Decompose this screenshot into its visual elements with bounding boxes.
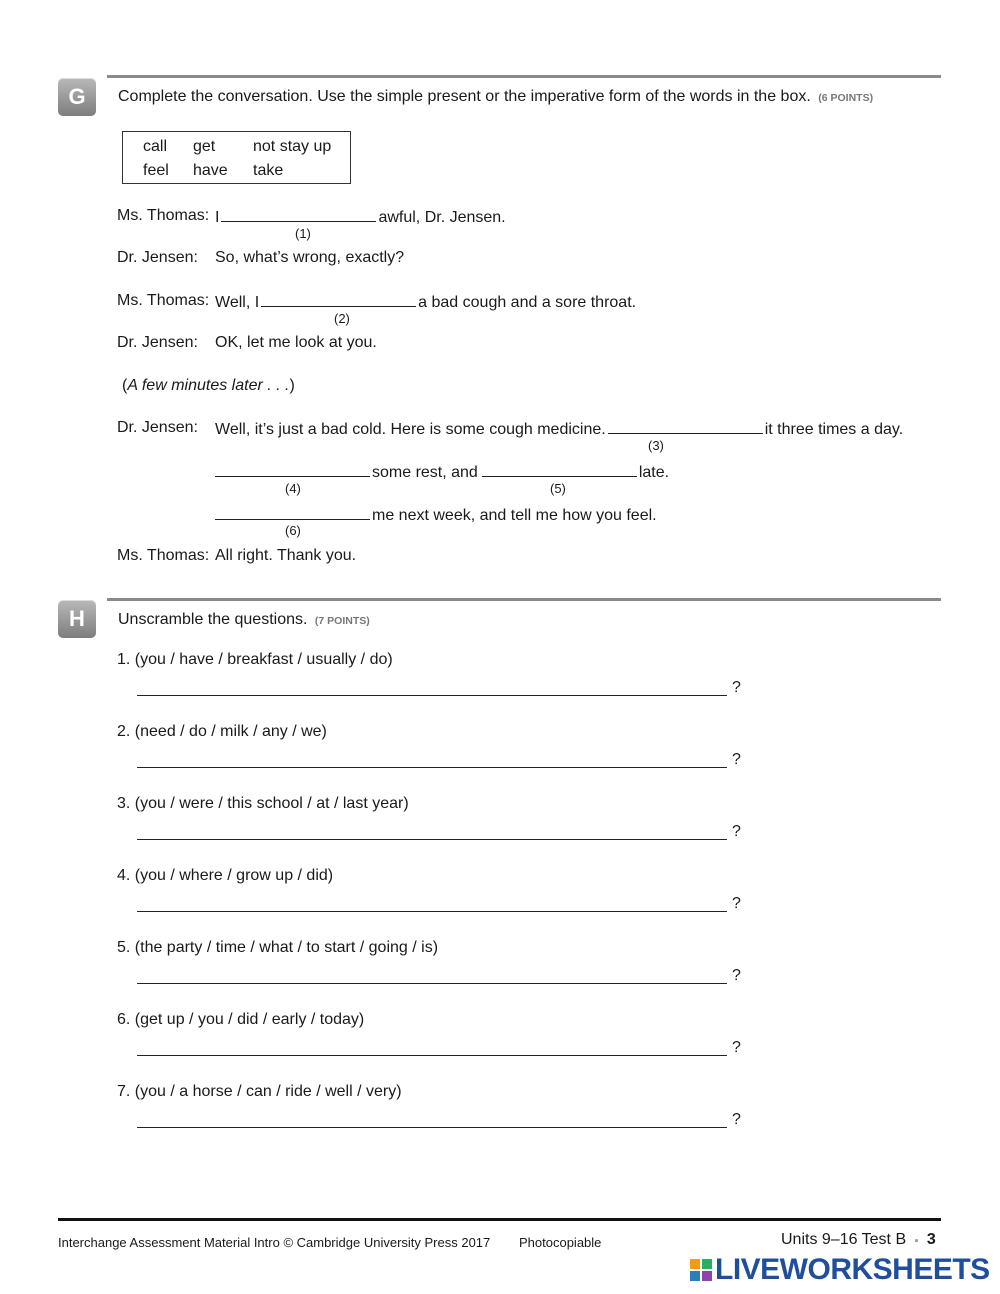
section-h-instruction	[118, 611, 370, 629]
paren: )	[289, 377, 295, 394]
word-get: get	[193, 138, 216, 155]
answer-line-4[interactable]	[137, 911, 727, 912]
footer-rule	[58, 1218, 941, 1221]
liveworksheets-grid-icon	[690, 1259, 712, 1281]
blank-number-2: (2)	[334, 311, 350, 326]
answer-blank-6[interactable]	[215, 505, 370, 520]
line-text: awful, Dr. Jensen.	[378, 209, 506, 226]
section-h-rule	[107, 598, 941, 601]
dialogue-line-9: All right. Thank you.	[215, 547, 357, 564]
question-mark: ?	[732, 751, 741, 768]
question-mark: ?	[732, 823, 741, 840]
instruction-text: Unscramble the questions.	[118, 611, 308, 628]
line-text: late.	[638, 464, 670, 481]
answer-line-1[interactable]	[137, 695, 727, 696]
question-2: 2. (need / do / milk / any / we)	[117, 723, 327, 740]
question-mark: ?	[732, 1111, 741, 1128]
blank-number-1: (1)	[295, 226, 311, 241]
dialogue-line-6	[215, 419, 903, 439]
question-mark: ?	[732, 1039, 741, 1056]
answer-line-3[interactable]	[137, 839, 727, 840]
section-h-badge: H	[58, 600, 96, 638]
speaker-ms-thomas: Ms. Thomas:	[117, 207, 210, 224]
answer-line-7[interactable]	[137, 1127, 727, 1128]
dialogue-line-4: OK, let me look at you.	[215, 334, 377, 351]
paren: (	[122, 377, 128, 394]
answer-blank-4[interactable]	[215, 462, 370, 477]
blank-number-5: (5)	[550, 481, 566, 496]
liveworksheets-logo	[690, 1253, 990, 1287]
blank-number-3: (3)	[648, 438, 664, 453]
question-1: 1. (you / have / breakfast / usually / do)	[117, 651, 393, 668]
answer-blank-5[interactable]	[482, 462, 637, 477]
dialogue-line-3	[215, 292, 636, 312]
line-text: Well, it’s just a bad cold. Here is some cough medicine.	[215, 421, 606, 438]
dialogue-line-8	[213, 505, 657, 525]
question-7: 7. (you / a horse / can / ride / well / very)	[117, 1083, 402, 1100]
answer-blank-3[interactable]	[608, 419, 763, 434]
line-text: it three times a day.	[764, 421, 904, 438]
word-box	[122, 131, 351, 184]
speaker-dr-jensen: Dr. Jensen:	[117, 334, 198, 351]
question-mark: ?	[732, 679, 741, 696]
section-g-badge: G	[58, 78, 96, 116]
instruction-text: Complete the conversation. Use the simple present or the imperative form of the words in the box.	[118, 88, 811, 105]
word-have: have	[193, 162, 228, 179]
speaker-dr-jensen: Dr. Jensen:	[117, 419, 198, 436]
line-text: me next week, and tell me how you feel.	[372, 507, 657, 524]
footer-photocopiable: Photocopiable	[519, 1235, 602, 1250]
stage-direction-text: A few minutes later . . .	[127, 377, 290, 394]
word-feel: feel	[143, 162, 169, 179]
section-g-rule	[107, 75, 941, 78]
answer-blank-1[interactable]	[221, 207, 376, 222]
word-not-stay-up: not stay up	[253, 138, 332, 155]
line-text: I	[215, 209, 220, 226]
question-mark: ?	[732, 967, 741, 984]
stage-direction	[122, 377, 295, 395]
line-text: some rest, and	[372, 464, 478, 481]
points-label: (6 POINTS)	[818, 92, 874, 104]
speaker-ms-thomas: Ms. Thomas:	[117, 292, 210, 309]
dialogue-line-1	[215, 207, 506, 227]
answer-blank-2[interactable]	[261, 292, 416, 307]
blank-number-4: (4)	[285, 481, 301, 496]
line-text: Well, I	[215, 294, 260, 311]
answer-line-2[interactable]	[137, 767, 727, 768]
answer-line-5[interactable]	[137, 983, 727, 984]
line-text: a bad cough and a sore throat.	[418, 294, 637, 311]
page-number: 3	[926, 1231, 936, 1248]
blank-number-6: (6)	[285, 523, 301, 538]
speaker-ms-thomas: Ms. Thomas:	[117, 547, 210, 564]
footer-copyright: Interchange Assessment Material Intro © Cambridge University Press 2017	[58, 1235, 491, 1250]
answer-line-6[interactable]	[137, 1055, 727, 1056]
word-call: call	[143, 138, 168, 155]
footer-test-label	[781, 1231, 936, 1249]
question-4: 4. (you / where / grow up / did)	[117, 867, 334, 884]
dialogue-line-7	[213, 462, 669, 482]
speaker-dr-jensen: Dr. Jensen:	[117, 249, 198, 266]
dialogue-line-2: So, what’s wrong, exactly?	[215, 249, 405, 266]
brand-text: LIVEWORKSHEETS	[715, 1253, 990, 1286]
test-label: Units 9–16 Test B	[781, 1231, 907, 1248]
question-mark: ?	[732, 895, 741, 912]
points-label: (7 POINTS)	[314, 615, 370, 627]
word-take: take	[253, 162, 284, 179]
question-6: 6. (get up / you / did / early / today)	[117, 1011, 365, 1028]
question-5: 5. (the party / time / what / to start / going / is)	[117, 939, 439, 956]
section-g-instruction	[118, 88, 873, 106]
separator-icon: ▪	[914, 1235, 919, 1247]
question-3: 3. (you / were / this school / at / last year)	[117, 795, 409, 812]
